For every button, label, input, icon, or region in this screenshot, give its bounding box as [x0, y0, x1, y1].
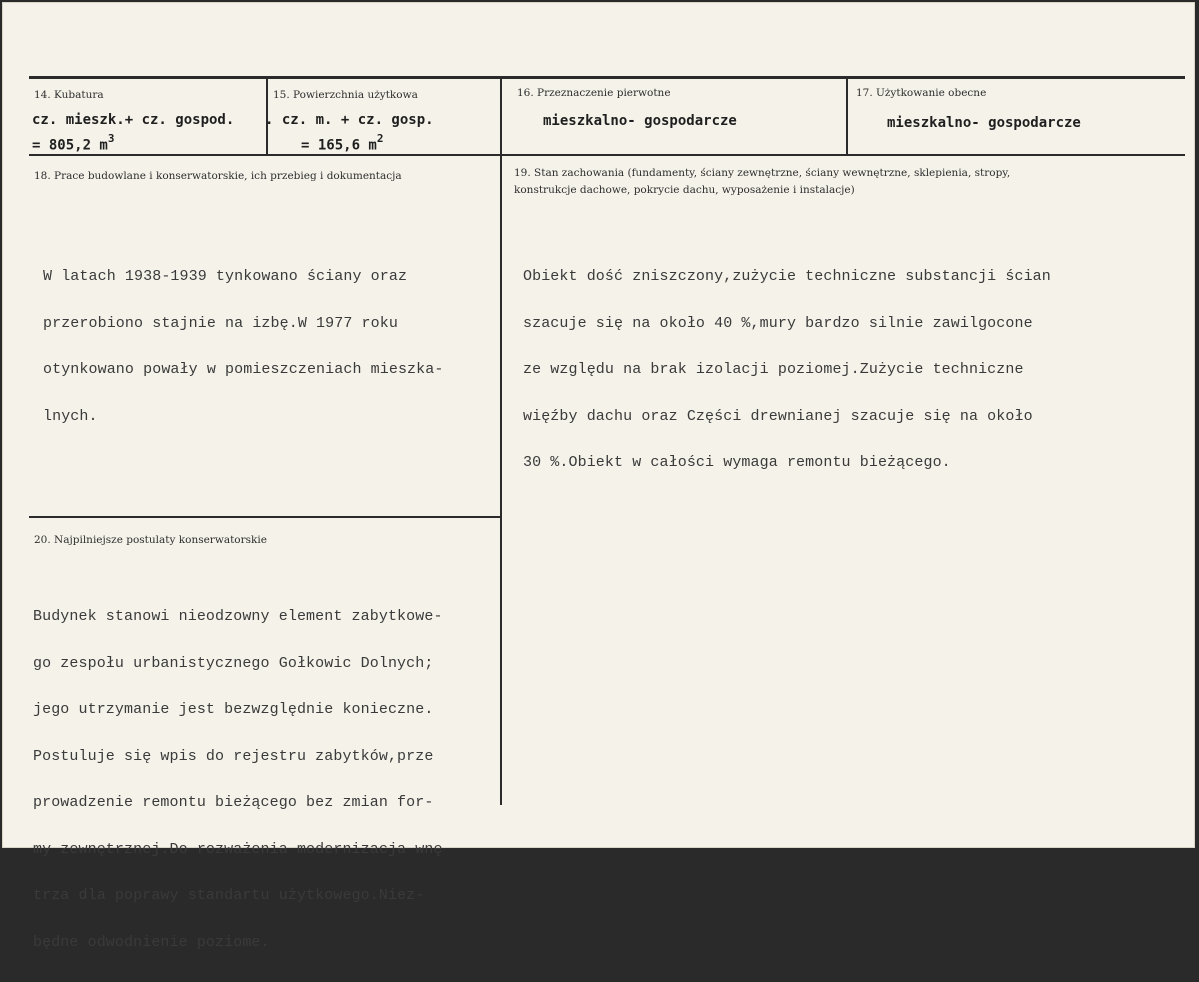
postulaty-line: Postuluje się wpis do rejestru zabytków,prze: [33, 747, 434, 765]
przeznaczenie-value: mieszkalno- gospodarcze: [543, 113, 737, 129]
prace-line: lnych.: [43, 407, 98, 425]
prace-line: otynkowano powały w pomieszczeniach mieszka-: [43, 361, 444, 378]
powierzchnia-value: [301, 134, 383, 154]
stan-label-line1: 19. Stan zachowania (fundamenty, ściany zewnętrzne, ściany wewnętrzne, sklepienia, stropy,: [514, 167, 1011, 179]
przeznaczenie-label: 16. Przeznaczenie pierwotne: [517, 87, 671, 99]
header-divider-2: [500, 78, 502, 156]
prace-text: [43, 238, 443, 455]
powierzchnia-value-text: = 165,6 m: [301, 137, 377, 154]
postulaty-label: 20. Najpilniejsze postulaty konserwatorskie: [34, 534, 267, 546]
powierzchnia-label: 15. Powierzchnia użytkowa: [273, 89, 418, 101]
header-top-rule: [29, 76, 1185, 79]
kubatura-label: 14. Kubatura: [34, 89, 104, 101]
postulaty-text: [33, 578, 443, 981]
postulaty-line: prowadzenie remontu bieżącego bez zmian for-: [33, 794, 434, 811]
kubatura-value-text: = 805,2 m: [32, 137, 108, 154]
postulaty-line: my zewnętrznej.Do rozważenia modernizacja wnę: [33, 840, 443, 858]
inventory-card: [2, 2, 1195, 951]
kubatura-value: [32, 134, 114, 154]
header-divider-3: [846, 78, 848, 156]
postulaty-line: Budynek stanowi nieodzowny element zabytkowe-: [33, 608, 443, 625]
kubatura-unit-exponent: 3: [107, 132, 115, 145]
powierzchnia-line1: . cz. m. + cz. gosp.: [265, 112, 434, 128]
section-divider-18-20: [29, 516, 501, 518]
stan-line: szacuje się na około 40 %,mury bardzo silnie zawilgocone: [523, 314, 1033, 332]
postulaty-line: będne odwodnienie poziome.: [33, 933, 270, 951]
header-bottom-rule: [29, 154, 1185, 156]
stan-text: [523, 238, 1051, 502]
postulaty-line: trza dla poprawy standartu użytkowego.Niez-: [33, 887, 425, 904]
prace-label: 18. Prace budowlane i konserwatorskie, ich przebieg i dokumentacja: [34, 170, 402, 182]
main-vertical-divider: [500, 155, 502, 805]
prace-line: W latach 1938-1939 tynkowano ściany oraz: [43, 268, 408, 285]
stan-line: ze względu na brak izolacji poziomej.Zużycie techniczne: [523, 361, 1024, 378]
stan-line: Obiekt dość zniszczony,zużycie techniczne substancji ścian: [523, 268, 1051, 285]
powierzchnia-unit-exponent: 2: [376, 132, 384, 145]
stan-line: 30 %.Obiekt w całości wymaga remontu bieżącego.: [523, 454, 951, 471]
stan-label-line2: konstrukcje dachowe, pokrycie dachu, wyposażenie i instalacje): [514, 184, 855, 196]
kubatura-line1: cz. mieszk.+ cz. gospod.: [32, 112, 235, 128]
uzytkowanie-value: mieszkalno- gospodarcze: [887, 115, 1081, 131]
prace-line: przerobiono stajnie na izbę.W 1977 roku: [43, 314, 398, 332]
postulaty-line: jego utrzymanie jest bezwzględnie konieczne.: [33, 701, 434, 718]
stan-line: więźby dachu oraz Części drewnianej szacuje się na około: [523, 407, 1033, 425]
uzytkowanie-label: 17. Użytkowanie obecne: [856, 87, 987, 99]
postulaty-line: go zespołu urbanistycznego Gołkowic Dolnych;: [33, 654, 434, 672]
